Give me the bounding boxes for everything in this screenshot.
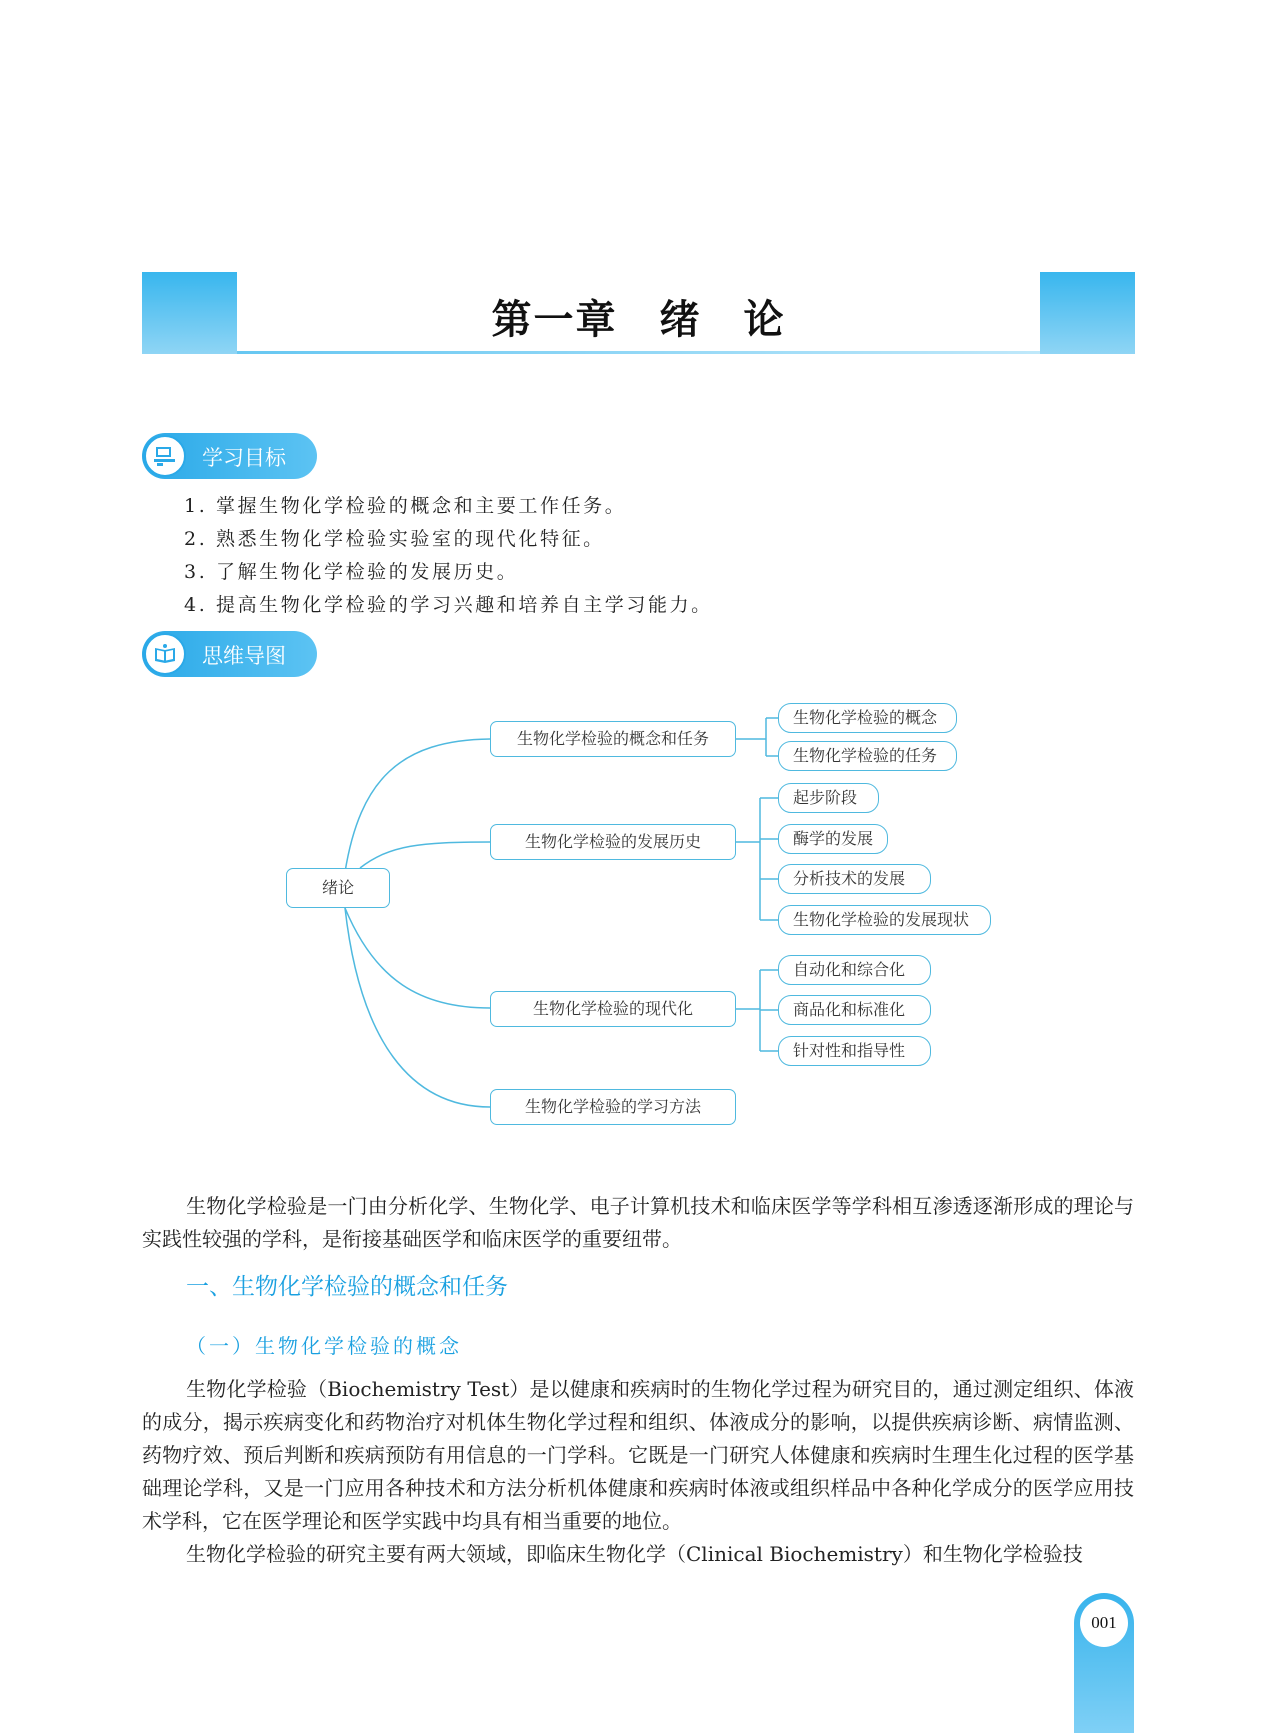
mindmap-leaf: 生物化学检验的任务 [778,741,957,771]
section-heading: 一、生物化学检验的概念和任务 [186,1274,508,1300]
objective-item: 1. 掌握生物化学检验的概念和主要工作任务。 [184,495,627,517]
concept-text: 生物化学检验（Biochemistry Test）是以健康和疾病时的生物化学过程为研究目的，通过测定组织、体液的成分，揭示疾病变化和药物治疗对机体生物化学过程和组织、体液成分的影响，以提供疾病诊断、病情监测、药物疗效、预后判断和疾病预防有用信息的一门学科。它既是一门研究人体健康和疾病时生理生化过程的医学基础理论学科，又是一门应用各种技术和方法分析机体健康和疾病时体液或组织样品中各种化学成分的医学应用技术学科，它在医学理论和医学实践中均具有相当重要的地位。 [142,1377,1134,1533]
fields-text: 生物化学检验的研究主要有两大领域，即临床生物化学（Clinical Biochemistry）和生物化学检验技 [186,1542,1083,1566]
mindmap-leaf: 商品化和标准化 [778,995,931,1025]
mindmap-branch: 生物化学检验的学习方法 [490,1089,736,1125]
subsection-heading: （一）生物化学检验的概念 [186,1334,462,1358]
connector-root-branch1 [345,739,490,872]
intro-text: 生物化学检验是一门由分析化学、生物化学、电子计算机技术和临床医学等学科相互渗透逐渐形成的理论与实践性较强的学科，是衔接基础医学和临床医学的重要纽带。 [142,1194,1134,1251]
mindmap-leaf: 生物化学检验的发展现状 [778,905,991,935]
mindmap-leaf: 针对性和指导性 [778,1036,931,1066]
objective-item: 3. 了解生物化学检验的发展历史。 [184,561,519,583]
mindmap-branch: 生物化学检验的概念和任务 [490,721,736,757]
mindmap-branch: 生物化学检验的发展历史 [490,824,736,860]
connector-root-branch3 [345,908,490,1008]
objective-item: 2. 熟悉生物化学检验实验室的现代化特征。 [184,528,605,550]
objective-item: 4. 提高生物化学检验的学习兴趣和培养自主学习能力。 [184,594,713,616]
concept-paragraph [142,1373,1134,1538]
page-tab [1074,1593,1134,1733]
page-number: 001 [1080,1599,1128,1647]
intro-paragraph [142,1190,1134,1256]
mindmap-leaf: 生物化学检验的概念 [778,703,957,733]
objectives-header-label: 学习目标 [202,446,286,470]
chapter-title: 第一章 绪 论 [491,296,786,343]
mindmap-leaf: 分析技术的发展 [778,864,931,894]
mindmap-leaf: 起步阶段 [778,783,879,813]
mindmap-branch: 生物化学检验的现代化 [490,991,736,1027]
mindmap-leaf: 自动化和综合化 [778,955,931,985]
mindmap-root: 绪论 [286,868,390,908]
fields-paragraph [142,1538,1134,1571]
mindmap-leaf: 酶学的发展 [778,824,888,854]
mindmap-header-label: 思维导图 [202,644,286,668]
connector-root-branch2 [360,842,490,868]
